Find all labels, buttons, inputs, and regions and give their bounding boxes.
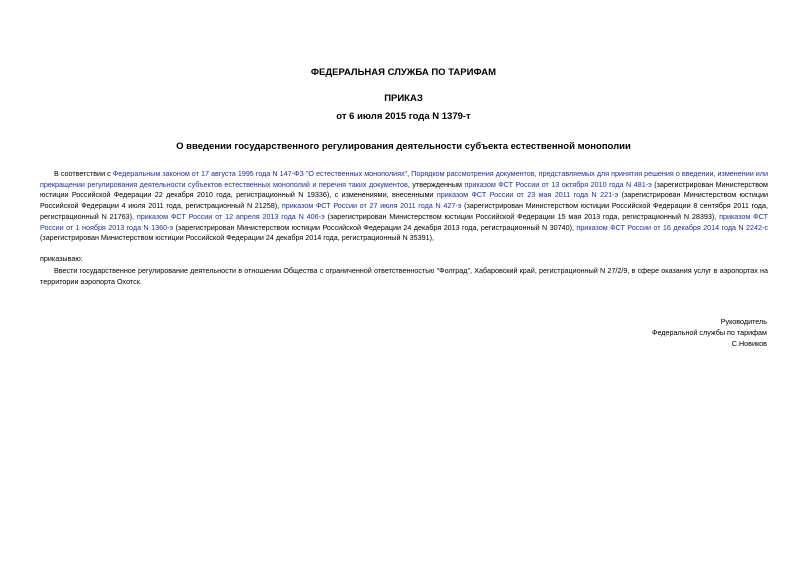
order-clause: Ввести государственное регулирование деятельности в отношении Общества с ограниченной ответственностью "Фолград", Хабаровский край, регистрационный N 27/2/9, в сфере оказания услуг в аэропортах на территории аэропорта Охотск. [40, 266, 768, 286]
preamble-text: (зарегистрирован Министерством юстиции Российской Федерации 24 декабря 2014 года, регистрационный N 35391), [40, 233, 435, 243]
preamble-paragraph [40, 169, 768, 244]
preamble-text: , [407, 169, 412, 178]
link-order-427[interactable]: приказом ФСТ России от 27 июля 2011 года N 427-э [281, 201, 462, 211]
link-order-481[interactable]: приказом ФСТ России от 13 октября 2010 года N 481-э [464, 179, 652, 189]
link-order-406[interactable]: приказом ФСТ России от 12 апреля 2013 года N 406-э [136, 211, 325, 221]
link-procedure[interactable]: Порядком рассмотрения документов, представляемых для принятия решения о введении, изменении или прекращении регулирования деятельности субъектов естественных монополий и перечня таких документов [40, 169, 768, 189]
signature-position: Руководитель [720, 317, 767, 326]
preamble-text: (зарегистрирован Министерством юстиции Российской Федерации 22 декабря 2010 года, регистрационный N 19336), с изменениями, внесенными [40, 179, 768, 200]
link-order-221[interactable]: приказом ФСТ России от 23 мая 2011 года N 221-э [436, 190, 619, 200]
preamble-text: (зарегистрирован Министерством юстиции Российской Федерации 8 сентября 2011 года, регистрационный N 21763), [40, 201, 768, 221]
link-order-2242[interactable]: приказом ФСТ России от 16 декабря 2014 года N 2242-с [576, 222, 768, 232]
preamble-text: , утвержденным [407, 179, 465, 189]
document-title: О введении государственного регулирования деятельности субъекта естественной монополии [176, 141, 631, 152]
agency-heading: ФЕДЕРАЛЬНАЯ СЛУЖБА ПО ТАРИФАМ [310, 67, 497, 78]
link-federal-law[interactable]: Федеральным законом от 17 августа 1995 года N 147-ФЗ "О естественных монополиях" [112, 169, 408, 178]
date-number-heading: от 6 июля 2015 года N 1379-т [336, 111, 471, 122]
preamble-text: В соответствии с [54, 169, 113, 178]
signature-name: С.Новиков [731, 339, 767, 348]
doc-type-heading: ПРИКАЗ [384, 93, 423, 104]
signature-block [652, 316, 767, 349]
preamble-text: (зарегистрирован Министерством юстиции Российской Федерации 24 декабря 2013 года, регистрационный N 30740), [173, 222, 577, 232]
link-order-1360[interactable]: приказом ФСТ России от 1 ноября 2013 года N 1360-э [40, 211, 768, 232]
signature-org: Федеральной службы по тарифам [652, 328, 767, 337]
preamble-text: (зарегистрирован Министерством юстиции Российской Федерации 4 июля 2011 года, регистрационный N 21258), [40, 190, 768, 211]
preamble-text: (зарегистрирован Министерством юстиции Российской Федерации 15 мая 2013 года, регистрационный N 28393), [324, 211, 720, 221]
order-verb: приказываю: [40, 254, 83, 263]
